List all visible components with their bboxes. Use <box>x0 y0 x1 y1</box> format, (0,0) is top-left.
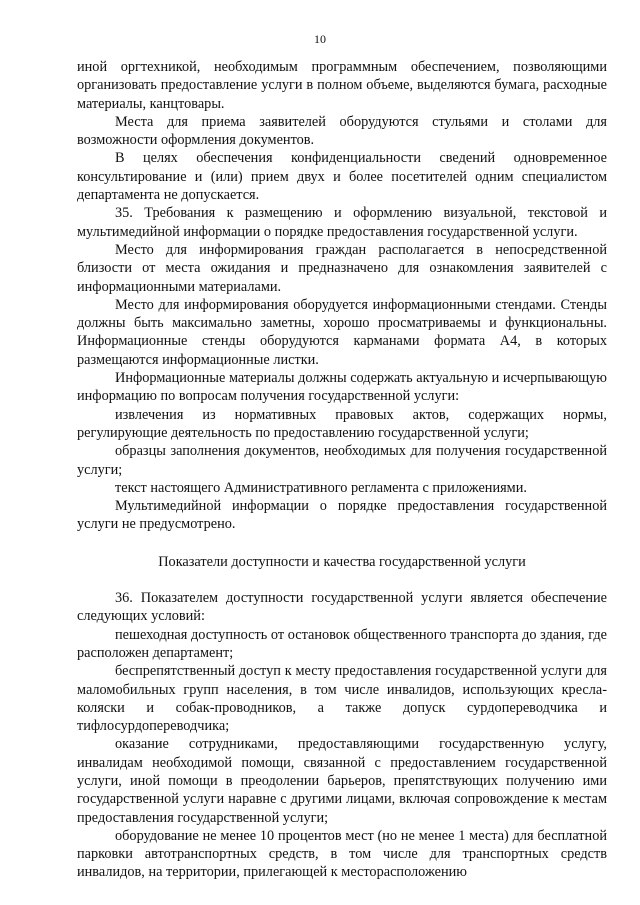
paragraph: оборудование не менее 10 процентов мест (но не менее 1 места) для бесплатной парковки автотранспортных средств, в том числе для транспортных средств инвалидов, на территории, прилегающей к месторасположению <box>77 827 607 881</box>
section-heading: Показатели доступности и качества государственной услуги <box>158 553 526 570</box>
paragraph: 35. Требования к размещению и оформлению визуальной, текстовой и мультимедийной информации о порядке предоставления государственной услуги. <box>77 205 607 240</box>
paragraph: Мультимедийной информации о порядке предоставления государственной услуги не предусмотрено. <box>77 498 607 533</box>
paragraph: оказание сотрудниками, предоставляющими государственную услугу, инвалидам необходимой помощи, связанной с предоставлением государственной услуги, иной помощи в преодолении барьеров, препятствующих получению ими государственной услуги наравне с другими лицами, включая сопровождение к местам предоставления государственной услуги; <box>77 736 607 826</box>
paragraph: Место для информирования граждан располагается в непосредственной близости от места ожидания и предназначено для ознакомления заявителей с информационными материалами. <box>77 241 607 295</box>
paragraph: 36. Показателем доступности государственной услуги является обеспечение следующих условий: <box>77 590 607 625</box>
paragraph: беспрепятственный доступ к месту предоставления государственной услуги для маломобильных групп населения, в том числе инвалидов, использующих кресла-коляски и собак-проводников, а также допуск сурдопереводчика и тифлосурдопереводчика; <box>77 663 607 735</box>
paragraph: текст настоящего Административного регламента с приложениями. <box>115 479 527 496</box>
page-number: 10 <box>314 32 326 46</box>
paragraph: Место для информирования оборудуется информационными стендами. Стенды должны быть максимально заметны, хорошо просматриваемы и функциональны. Информационные стенды оборудуются карманами формата А4, в которых размещаются информационные листки. <box>77 296 607 368</box>
paragraph: Информационные материалы должны содержать актуальную и исчерпывающую информацию по вопросам получения государственной услуги: <box>77 370 607 405</box>
paragraph: пешеходная доступность от остановок общественного транспорта до здания, где расположен департамент; <box>77 626 607 661</box>
paragraph: Места для приема заявителей оборудуются стульями и столами для возможности оформления документов. <box>77 113 607 149</box>
paragraph: В целях обеспечения конфиденциальности сведений одновременное консультирование и (или) прием двух и более посетителей одним специалистом департамента не допускается. <box>77 150 607 204</box>
paragraph: иной оргтехникой, необходимым программным обеспечением, позволяющими организовать предоставление услуги в полном объеме, выделяются бумага, расходные материалы, канцтовары. <box>77 59 607 112</box>
paragraph: образцы заполнения документов, необходимых для получения государственной услуги; <box>77 443 607 478</box>
paragraph: извлечения из нормативных правовых актов, содержащих нормы, регулирующие деятельность по предоставлению государственной услуги; <box>77 406 607 441</box>
document-body <box>77 58 607 882</box>
